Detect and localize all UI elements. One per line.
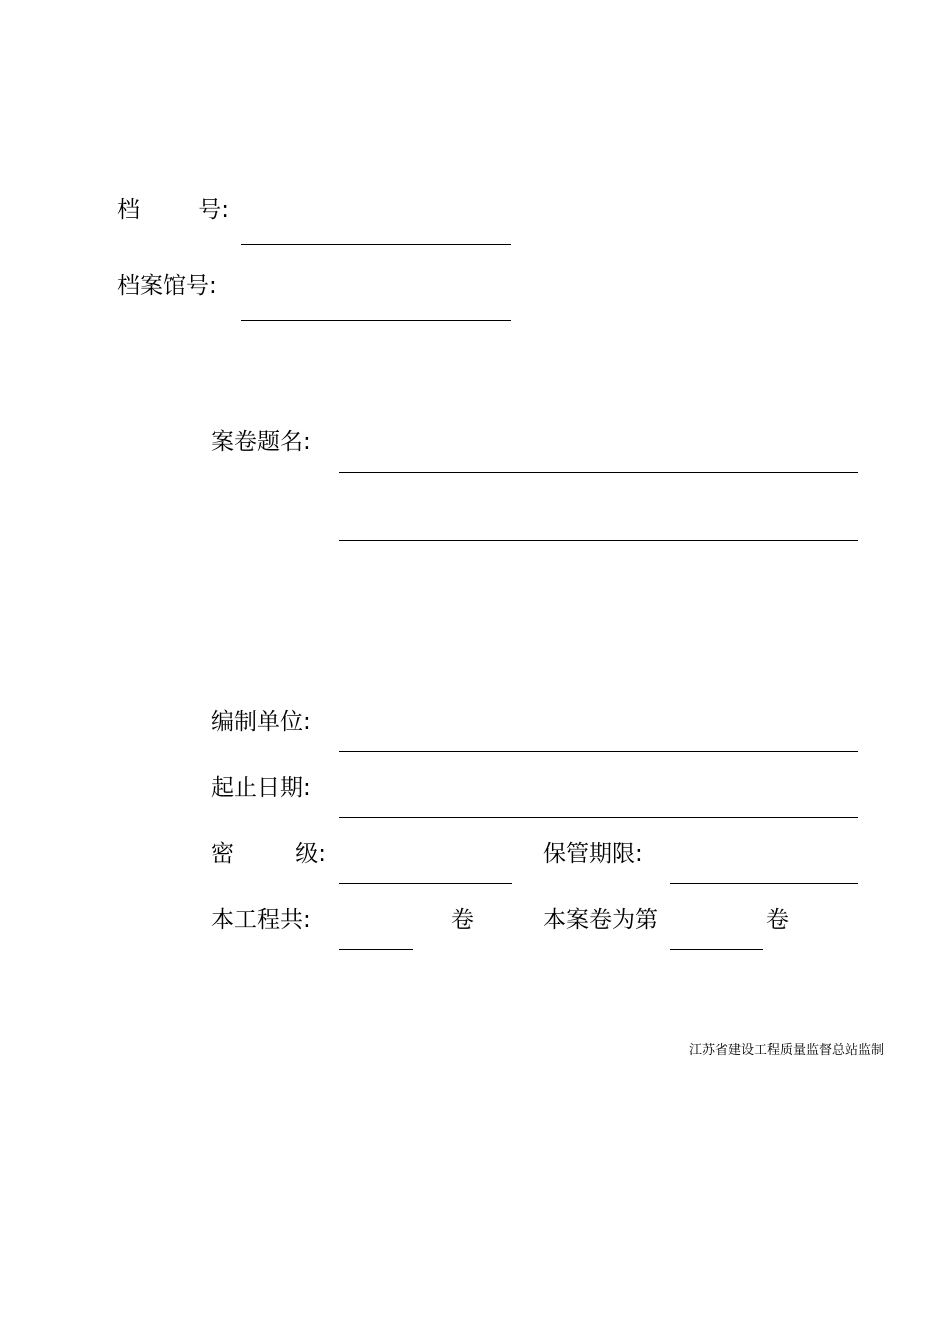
archive-hall-number-field[interactable] (241, 320, 511, 321)
volume-unit-label-2: 卷 (766, 907, 789, 933)
archive-number-field[interactable] (241, 244, 511, 245)
project-total-volumes-label: 本工程共: (211, 907, 311, 933)
archive-number-label-part2: 号: (198, 197, 229, 223)
compiler-field[interactable] (339, 751, 858, 752)
this-volume-number-field[interactable] (670, 949, 763, 950)
retention-period-label: 保管期限: (543, 841, 643, 867)
secrecy-level-label-part1: 密 (211, 841, 234, 867)
volume-unit-label-1: 卷 (451, 907, 474, 933)
date-range-field[interactable] (339, 817, 858, 818)
archive-number-label-part1: 档 (117, 197, 140, 223)
file-title-label: 案卷题名: (211, 429, 311, 455)
file-title-field-line-1[interactable] (339, 472, 858, 473)
this-volume-number-label: 本案卷为第 (543, 907, 658, 933)
archive-hall-number-label: 档案馆号: (117, 273, 217, 299)
retention-period-field[interactable] (670, 883, 858, 884)
secrecy-level-label-part2: 级: (295, 841, 326, 867)
file-title-field-line-2[interactable] (339, 540, 858, 541)
secrecy-level-field[interactable] (339, 883, 512, 884)
date-range-label: 起止日期: (211, 775, 311, 801)
project-total-volumes-field[interactable] (339, 949, 413, 950)
secrecy-level-label (211, 840, 326, 868)
archive-number-label (117, 196, 229, 224)
compiler-label: 编制单位: (211, 709, 311, 735)
issuer-footer: 江苏省建设工程质量监督总站监制 (689, 1043, 885, 1058)
